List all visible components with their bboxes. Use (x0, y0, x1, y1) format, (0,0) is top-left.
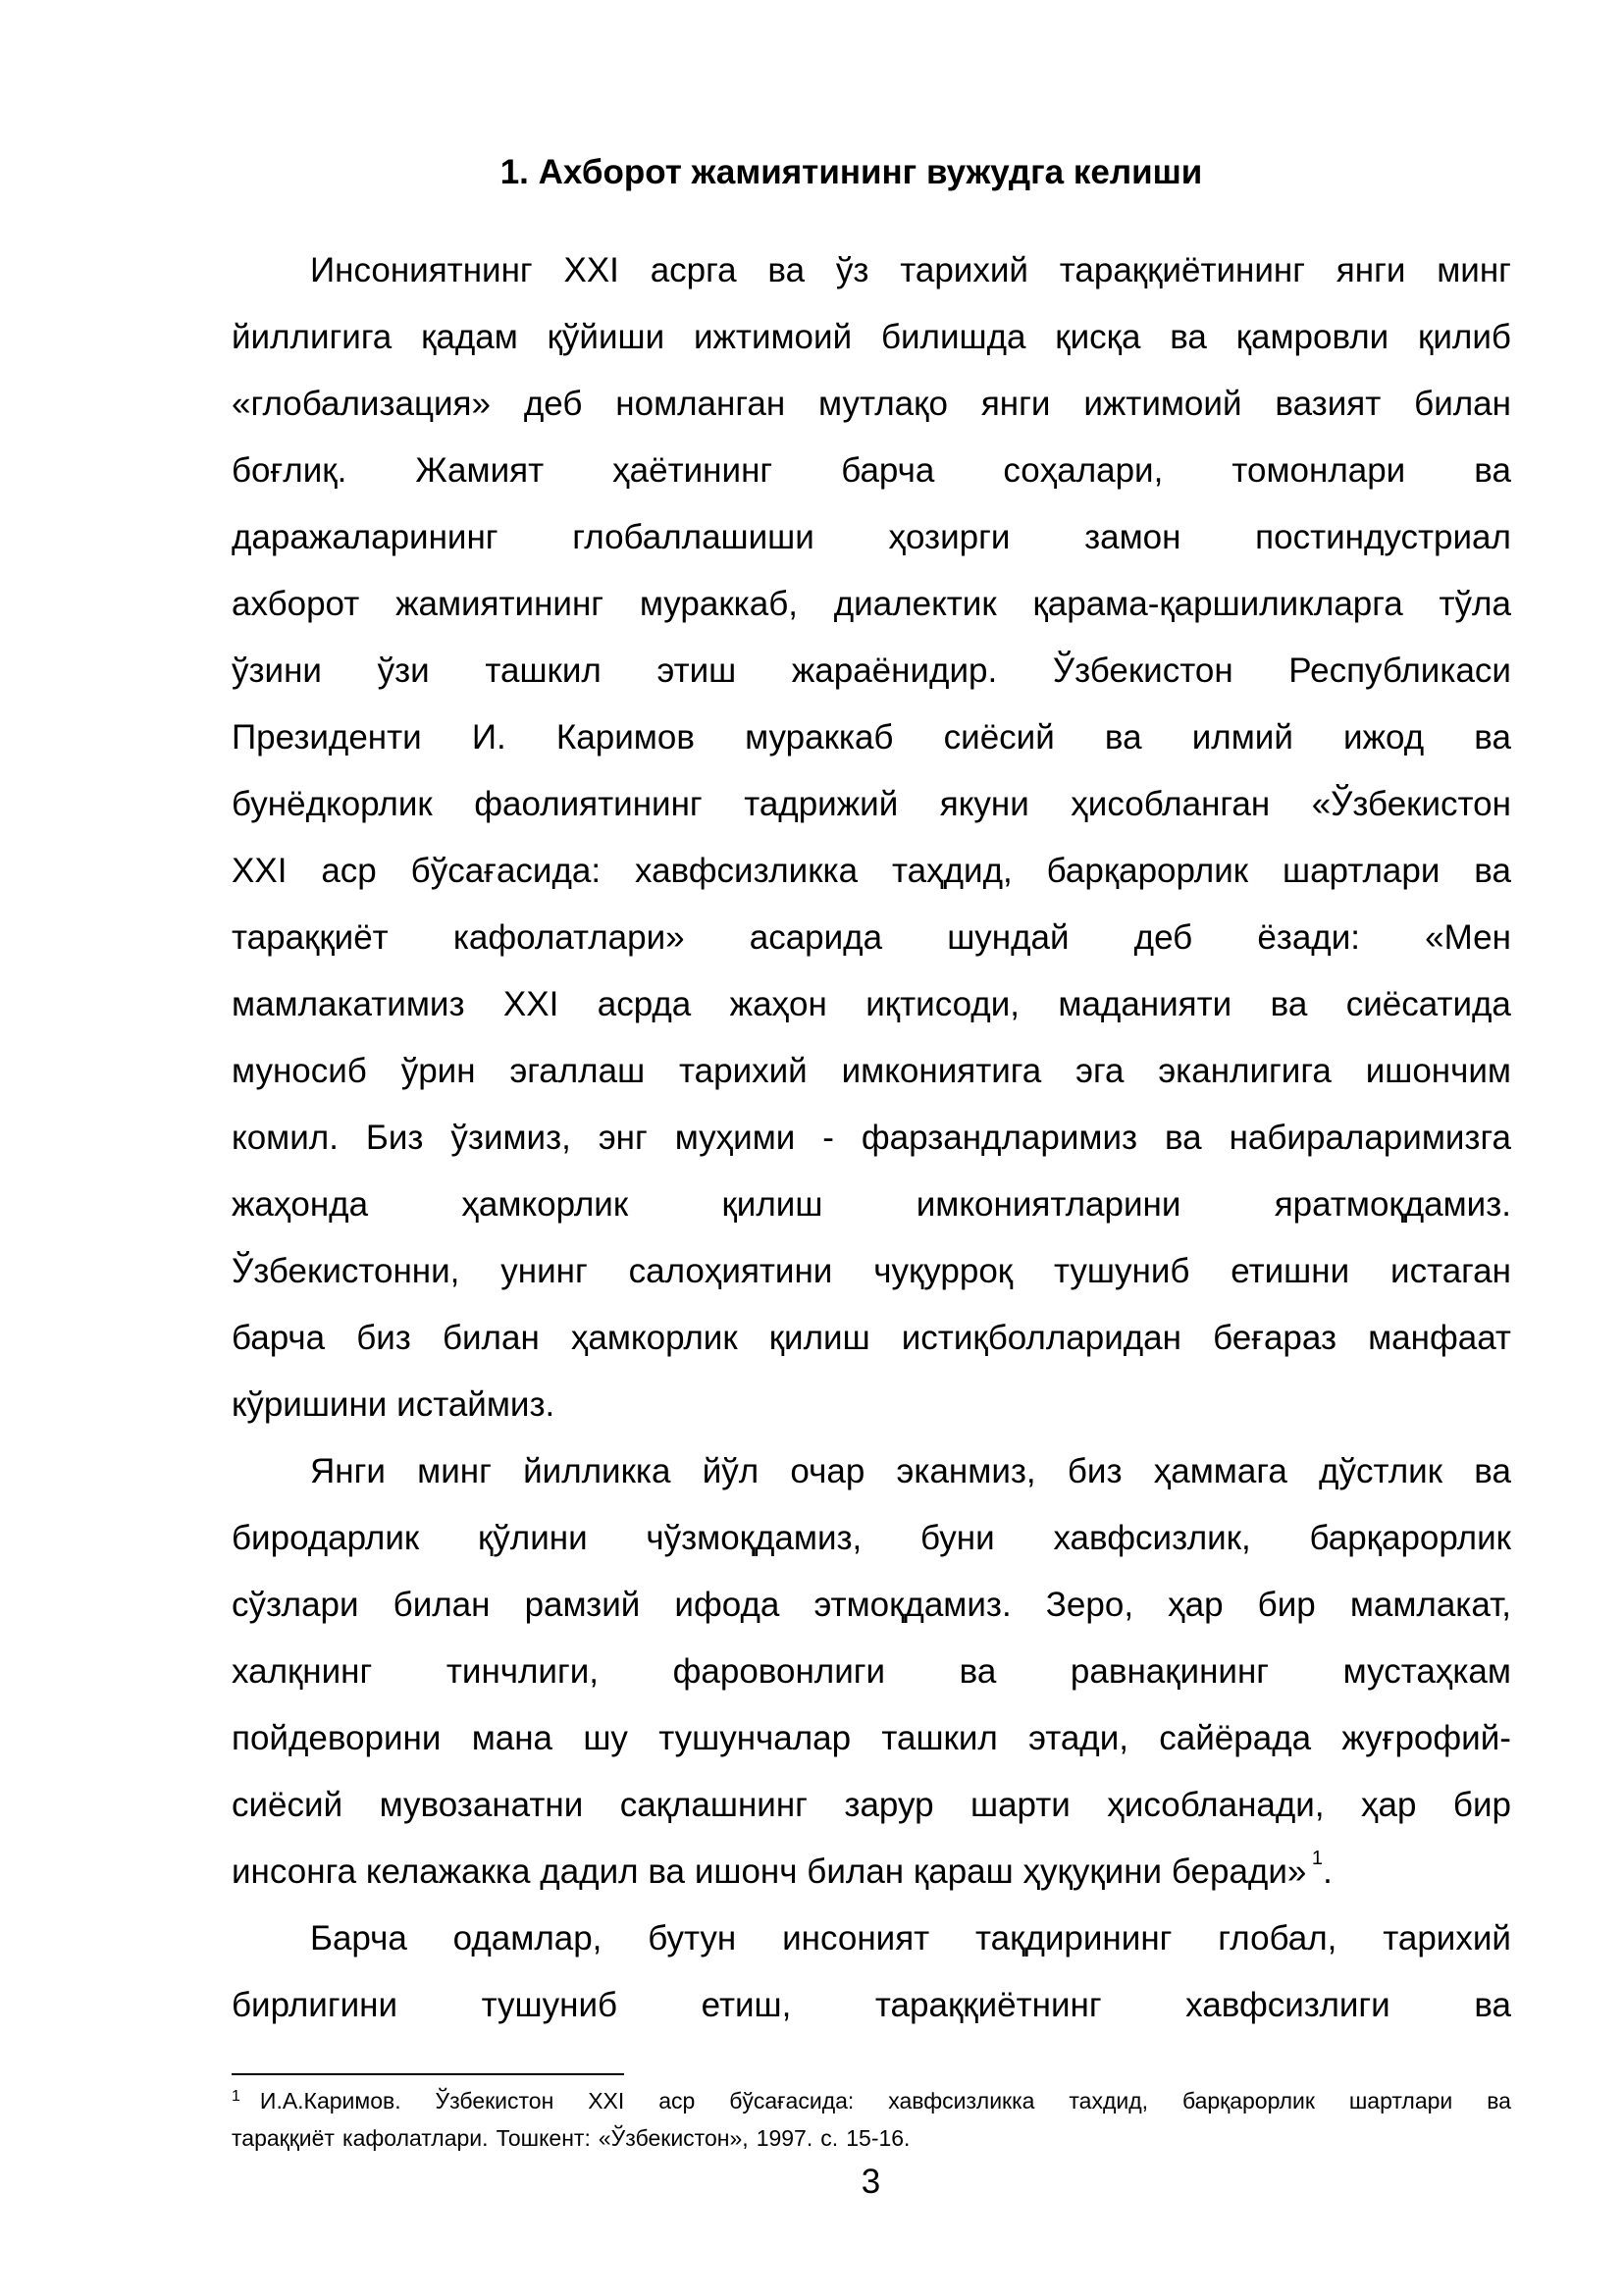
text-line: йиллигига қадам қўйиши ижтимоий билишда қисқа ва қамровли қилиб (232, 318, 1511, 356)
text-line: муносиб ўрин эгаллаш тарихий имкониятига эга эканлигига ишончим (232, 1052, 1511, 1090)
footnote-separator (232, 2073, 624, 2075)
text-line: Барча одамлар, бутун инсоният тақдирининг глобал, тарихий (310, 1919, 1511, 1957)
text-line: барча биз билан ҳамкорлик қилиш истиқболларидан беғараз манфаат (232, 1319, 1511, 1357)
page-number: 3 (861, 2163, 881, 2201)
footnote-reference[interactable]: 1 (1306, 1848, 1324, 1870)
text-line: «глобализация» деб номланган мутлақо янги ижтимоий вазият билан (232, 385, 1511, 423)
text-line: сиёсий мувозанатни сақлашнинг зарур шарти ҳисобланади, ҳар бир (232, 1786, 1511, 1824)
text-line: мамлакатимиз XXI асрда жаҳон иқтисоди, маданияти ва сиёсатида (232, 985, 1511, 1023)
text-line: кўришини истаймиз. (232, 1385, 555, 1424)
text-line: тараққиёт кафолатлари» асарида шундай деб ёзади: «Мен (232, 918, 1511, 957)
text-line: бирлигини тушуниб етиш, тараққиётнинг хавфсизлиги ва (232, 1986, 1511, 2024)
text-line: ахборот жамиятининг мураккаб, диалектик қарама-қаршиликларга тўла (232, 585, 1511, 623)
body-text (232, 237, 1511, 2039)
text-line: даражаларининг глобаллашиши ҳозирги замон постиндустриал (232, 518, 1511, 556)
text-line: пойдеворини мана шу тушунчалар ташкил этади, сайёрада жуғрофий- (232, 1719, 1511, 1757)
text-line: сўзлари билан рамзий ифода этмоқдамиз. Зеро, ҳар бир мамлакат, (232, 1586, 1511, 1624)
footnote (232, 2084, 1511, 2155)
text-line: боғлиқ. Жамият ҳаётининг барча соҳалари, томонлари ва (232, 451, 1511, 490)
text-line: биродарлик қўлини чўзмоқдамиз, буни хавфсизлик, барқарорлик (232, 1519, 1511, 1557)
text-line: инсонга келажакка дадил ва ишонч билан қараш ҳуқуқини беради» $^1$. (232, 1848, 1333, 1891)
text-line: комил. Биз ўзимиз, энг муҳими - фарзандларимиз ва набираларимизга (232, 1119, 1511, 1157)
text-line: Президенти И. Каримов мураккаб сиёсий ва илмий ижод ва (232, 718, 1511, 757)
footnote-line: $^1$ И.А.Каримов. Ўзбекистон XXI аср бўсағасида: хавфсизликка тахдид, барқарорлик шартлари ва (232, 2088, 1511, 2113)
text-line: Инсониятнинг XXI асрга ва ўз тарихий тараққиётининг янги минг (310, 251, 1511, 289)
section-title: 1. Ахборот жамиятининг вужудга келиши (499, 153, 1203, 191)
footnote-mark: 1 (232, 2088, 240, 2105)
paragraph (232, 237, 1511, 1438)
text-line: ўзини ўзи ташкил этиш жараёнидир. Ўзбекистон Республикаси (232, 652, 1511, 690)
footnote-line: тараққиёт кафолатлари. Тошкент: «Ўзбекистон», 1997. с. 15-16. (232, 2125, 911, 2151)
paragraph (232, 1905, 1511, 2039)
text-line: жаҳонда ҳамкорлик қилиш имкониятларини яратмоқдамиз. (232, 1185, 1511, 1224)
text-line: бунёдкорлик фаолиятининг тадрижий якуни ҳисобланган «Ўзбекистон (232, 785, 1511, 823)
text-line: халқнинг тинчлиги, фаровонлиги ва равнақининг мустаҳкам (232, 1652, 1511, 1691)
text-line: XXI аср бўсағасида: хавфсизликка таҳдид, барқарорлик шартлари ва (232, 852, 1511, 890)
text-line: Ўзбекистонни, унинг салоҳиятини чуқурроқ тушуниб етишни истаган (232, 1252, 1511, 1290)
text-line: Янги минг йилликка йўл очар эканмиз, биз ҳаммага дўстлик ва (310, 1452, 1511, 1490)
paragraph (232, 1438, 1511, 1905)
